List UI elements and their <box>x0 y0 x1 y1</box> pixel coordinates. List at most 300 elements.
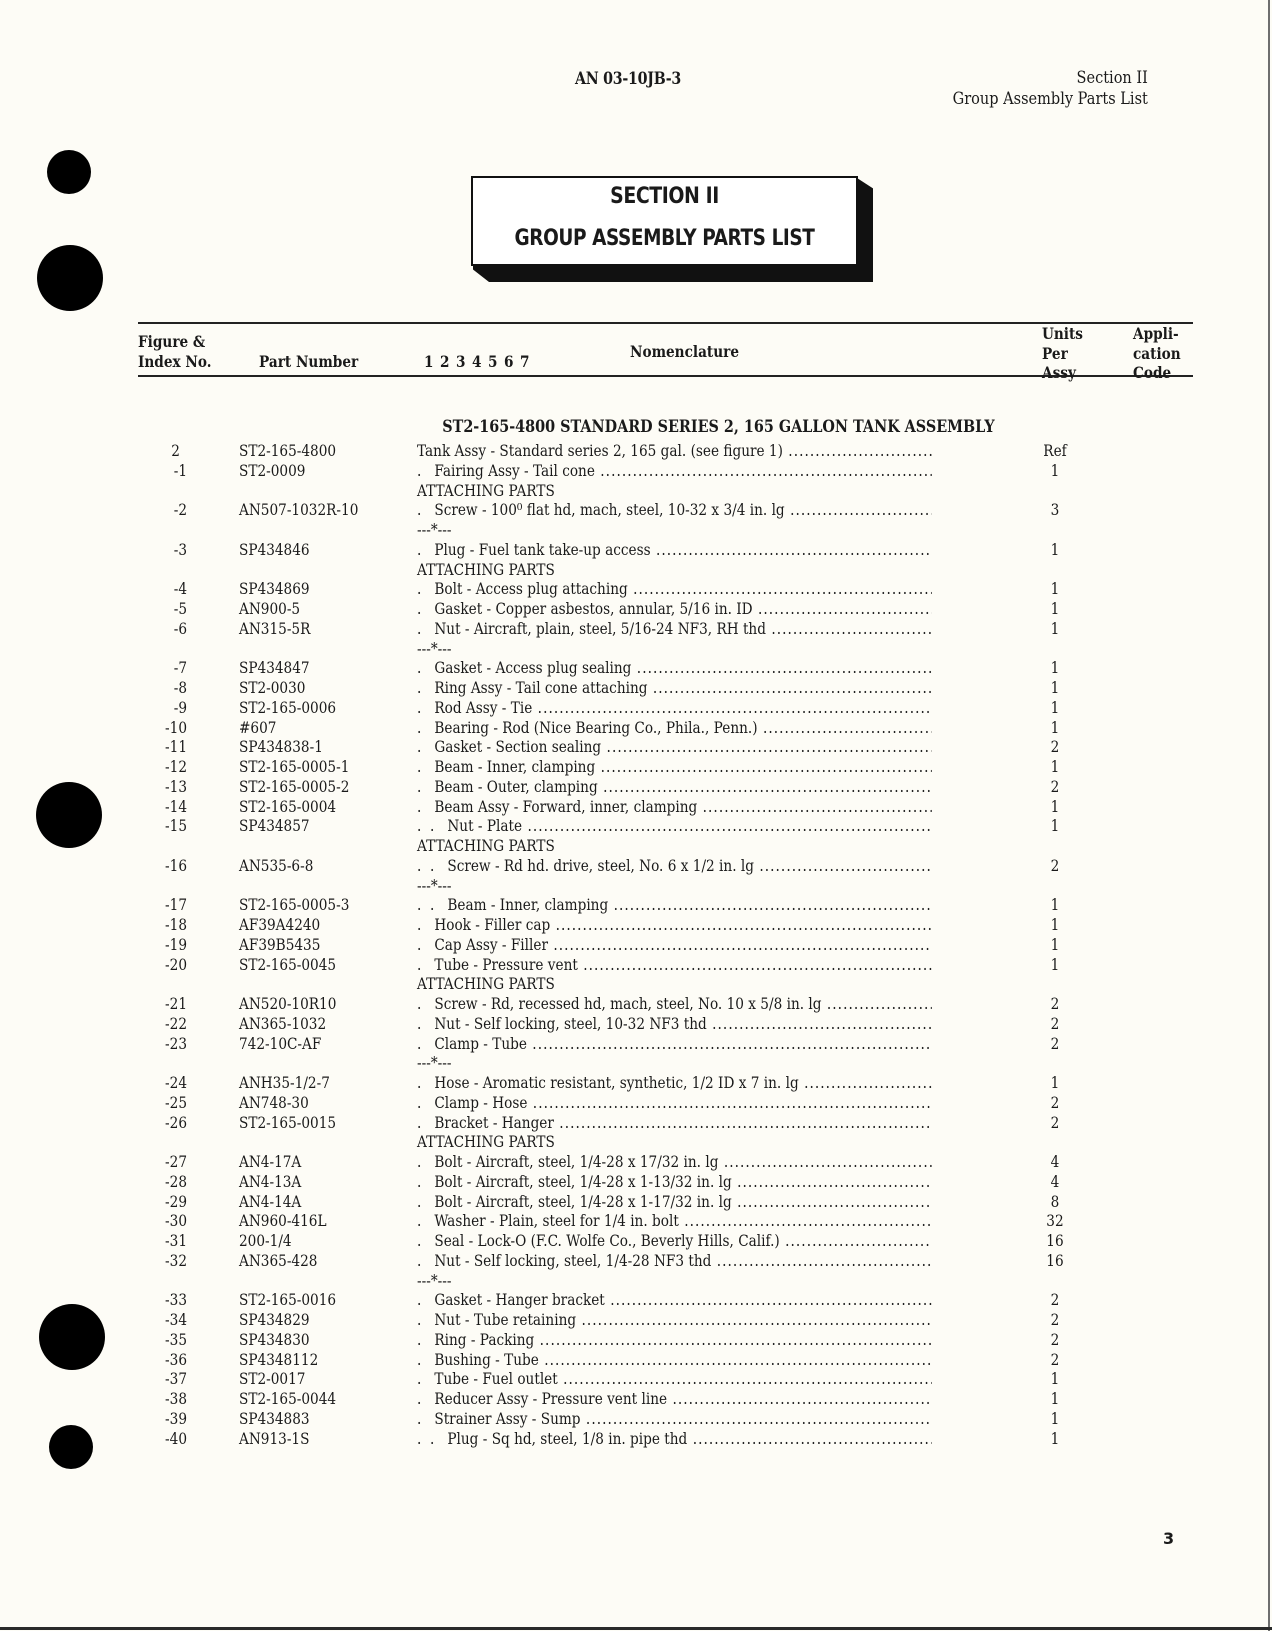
table-row <box>0 1114 1272 1134</box>
attaching-parts-separator <box>0 877 1272 897</box>
part-number: AF39A4240 <box>239 916 321 934</box>
part-number: SP434869 <box>239 580 310 599</box>
nomenclature-text: Clamp - Tube ..... <box>434 1035 931 1053</box>
units-per-assy: 1 <box>1050 758 1060 776</box>
page-number: 3 <box>1163 1529 1175 1548</box>
part-number: SP434883 <box>239 1409 310 1428</box>
units-per-assy: 1 <box>1050 659 1060 678</box>
nomenclature <box>417 857 932 877</box>
attaching-parts-label <box>0 482 1272 502</box>
nomenclature-text: Rod Assy - Tie ..... <box>434 699 931 717</box>
table-row <box>0 1212 1272 1232</box>
indent-dots: . <box>417 1034 435 1053</box>
units-per-assy: 1 <box>1050 1409 1060 1428</box>
figure-index: -13 <box>165 777 187 796</box>
attaching-parts-separator <box>0 1054 1272 1074</box>
figure-index: -11 <box>165 738 187 757</box>
nomenclature <box>417 758 932 778</box>
nomenclature-text: Cap Assy - Filler ..... <box>434 936 931 954</box>
indent-dots: . <box>417 540 435 559</box>
figure-index: -9 <box>173 698 187 717</box>
table-row <box>0 896 1272 916</box>
table-row <box>0 738 1272 758</box>
units-per-assy: 16 <box>1046 1232 1064 1250</box>
nomenclature-text: Beam - Inner, clamping ..... <box>434 758 931 776</box>
nomenclature <box>417 719 932 739</box>
nomenclature-text: Gasket - Hanger bracket ..... <box>434 1291 931 1309</box>
nomenclature-text: Hose - Aromatic resistant, synthetic, 1/2 ID x 7 in. lg ..... <box>434 1074 931 1092</box>
units-per-assy: 1 <box>1050 797 1060 816</box>
part-number: ST2-0009 <box>239 461 306 480</box>
table-row <box>0 1094 1272 1114</box>
section-title-box <box>471 176 858 266</box>
figure-index: -12 <box>165 758 187 776</box>
indent-dots: . <box>417 461 435 480</box>
figure-index: -36 <box>165 1350 187 1369</box>
indent-dots: . <box>417 777 435 796</box>
part-number: AN913-1S <box>239 1429 310 1448</box>
nomenclature-text: Bearing - Rod (Nice Bearing Co., Phila., Penn.) ..... <box>434 719 931 737</box>
units-per-assy: 1 <box>1050 580 1060 599</box>
indent-dots: . <box>417 1153 435 1171</box>
separator-text: ---*--- <box>417 639 452 658</box>
units-per-assy: 2 <box>1050 1113 1060 1132</box>
figure-index: -32 <box>165 1251 187 1270</box>
figure-index: -10 <box>165 718 187 737</box>
table-row <box>0 1015 1272 1035</box>
part-number: ST2-165-0005-3 <box>239 896 350 915</box>
section-ref-line2: Group Assembly Parts List <box>952 89 1148 108</box>
indent-dots: . <box>417 1014 435 1033</box>
figure-index: -19 <box>165 935 187 954</box>
units-per-assy: 1 <box>1050 600 1060 618</box>
nomenclature <box>417 1311 932 1331</box>
indent-dots: . . <box>417 896 448 915</box>
nomenclature-text: Beam - Inner, clamping ..... <box>447 896 931 914</box>
part-number: ST2-165-0005-1 <box>239 758 350 776</box>
nomenclature <box>417 896 932 916</box>
indent-dots: . <box>417 1093 435 1112</box>
nomenclature <box>417 817 932 837</box>
nomenclature <box>417 620 932 640</box>
units-per-assy: 2 <box>1050 1093 1060 1112</box>
nomenclature <box>417 699 932 719</box>
table-row <box>0 758 1272 778</box>
nomenclature <box>417 1351 932 1371</box>
table-row <box>0 1173 1272 1193</box>
part-number: ST2-165-0016 <box>239 1291 337 1310</box>
col-header-units-per-assy: Units Per Assy <box>1042 324 1083 382</box>
indent-dots: . <box>417 501 435 520</box>
page-edge <box>0 1627 1272 1630</box>
nomenclature <box>417 1153 932 1173</box>
figure-index: -30 <box>165 1212 187 1231</box>
nomenclature <box>417 1370 932 1390</box>
part-number: AN4-17A <box>239 1153 302 1171</box>
table-row <box>0 1331 1272 1351</box>
part-number: ST2-0017 <box>239 1370 306 1389</box>
figure-index: -25 <box>165 1093 187 1112</box>
nomenclature-text: Bushing - Tube ..... <box>434 1351 931 1369</box>
units-per-assy: 1 <box>1050 955 1060 974</box>
part-number: AN4-14A <box>239 1192 302 1211</box>
table-row <box>0 1232 1272 1252</box>
nomenclature-text: Fairing Assy - Tail cone ..... <box>434 462 931 480</box>
units-per-assy: 16 <box>1046 1251 1064 1270</box>
units-per-assy: 2 <box>1050 1014 1060 1033</box>
figure-index: -28 <box>165 1172 187 1191</box>
part-number: AN507-1032R-10 <box>239 501 359 520</box>
table-row <box>0 659 1272 679</box>
table-row <box>0 679 1272 699</box>
part-number: SP434830 <box>239 1330 310 1349</box>
part-number: AN4-13A <box>239 1172 302 1191</box>
table-row <box>0 1291 1272 1311</box>
nomenclature <box>417 1015 932 1035</box>
units-per-assy: 1 <box>1050 1429 1060 1448</box>
binding-hole <box>37 245 103 311</box>
units-per-assy: 4 <box>1050 1172 1060 1191</box>
nomenclature <box>417 738 932 758</box>
nomenclature <box>417 936 932 956</box>
figure-index: -24 <box>165 1074 187 1092</box>
col-header-application-code: Appli- cation Code <box>1133 324 1181 382</box>
indent-dots: . <box>417 1390 435 1408</box>
nomenclature <box>417 1232 932 1252</box>
table-row <box>0 1193 1272 1213</box>
part-number: ST2-0030 <box>239 679 306 697</box>
indent-dots: . <box>417 1370 435 1389</box>
units-per-assy: 2 <box>1050 1311 1060 1329</box>
nomenclature <box>417 1035 932 1055</box>
table-row <box>0 580 1272 600</box>
part-number: ST2-165-0004 <box>239 797 337 816</box>
units-per-assy: 2 <box>1050 1291 1060 1310</box>
nomenclature-text: Gasket - Copper asbestos, annular, 5/16 in. ID ..... <box>434 600 931 618</box>
indent-dots: . <box>417 1232 435 1250</box>
table-row <box>0 956 1272 976</box>
nomenclature <box>417 798 932 818</box>
figure-index: -22 <box>165 1014 187 1033</box>
nomenclature-text: Bolt - Aircraft, steel, 1/4-28 x 1-13/32 in. lg ..... <box>434 1173 931 1191</box>
part-number: ST2-165-4800 <box>239 442 337 460</box>
figure-index: -14 <box>165 797 187 816</box>
part-number: ANH35-1/2-7 <box>239 1074 330 1092</box>
units-per-assy: 2 <box>1050 1330 1060 1349</box>
table-row <box>0 995 1272 1015</box>
units-per-assy: Ref <box>1043 442 1067 460</box>
nomenclature-text: Nut - Tube retaining ..... <box>434 1311 931 1329</box>
table-row <box>0 1430 1272 1450</box>
table-row <box>0 541 1272 561</box>
nomenclature <box>417 1074 932 1094</box>
figure-index: -33 <box>165 1291 187 1310</box>
part-number: AN315-5R <box>239 619 311 638</box>
figure-index: -23 <box>165 1034 187 1053</box>
indent-dots: . <box>417 1350 435 1369</box>
part-number: ST2-165-0045 <box>239 955 337 974</box>
units-per-assy: 8 <box>1050 1192 1060 1211</box>
table-row <box>0 778 1272 798</box>
table-row <box>0 1311 1272 1331</box>
nomenclature <box>417 1173 932 1193</box>
assembly-title: ST2-165-4800 STANDARD SERIES 2, 165 GALLON TANK ASSEMBLY <box>442 417 995 436</box>
separator-text: ---*--- <box>417 1054 452 1073</box>
part-number: ST2-165-0015 <box>239 1113 337 1132</box>
nomenclature-text: Gasket - Access plug sealing ..... <box>434 659 931 677</box>
table-row <box>0 699 1272 719</box>
nomenclature-text: Bolt - Access plug attaching ..... <box>434 580 931 598</box>
indent-dots: . <box>417 718 435 737</box>
indent-dots: . <box>417 600 435 618</box>
units-per-assy: 3 <box>1050 501 1060 520</box>
units-per-assy: 2 <box>1050 856 1060 875</box>
part-number: SP434847 <box>239 659 310 678</box>
indent-dots: . <box>417 1212 435 1231</box>
attaching-parts-text: ATTACHING PARTS <box>417 481 555 500</box>
part-number: SP4348112 <box>239 1350 319 1369</box>
nomenclature-text: Nut - Plate ..... <box>447 817 931 835</box>
figure-index: -29 <box>165 1192 187 1211</box>
nomenclature-text: Beam Assy - Forward, inner, clamping ..... <box>434 798 931 816</box>
indent-dots: . <box>417 1113 435 1132</box>
nomenclature-text: Ring - Packing ..... <box>434 1331 931 1349</box>
figure-index: -4 <box>173 580 187 599</box>
col-header-figure-index: Figure & Index No. <box>138 332 212 371</box>
units-per-assy: 1 <box>1050 1390 1060 1408</box>
indent-dots: . . <box>417 856 448 875</box>
table-row <box>0 1035 1272 1055</box>
units-per-assy: 2 <box>1050 1034 1060 1053</box>
nomenclature <box>417 541 932 561</box>
nomenclature-text: Nut - Self locking, steel, 10-32 NF3 thd ..... <box>434 1015 931 1033</box>
part-number: SP434829 <box>239 1311 310 1329</box>
nomenclature-text: Bolt - Aircraft, steel, 1/4-28 x 17/32 in. lg ..... <box>434 1153 931 1171</box>
figure-index: -1 <box>173 461 187 480</box>
nomenclature-text: Screw - Rd hd. drive, steel, No. 6 x 1/2 in. lg ..... <box>447 857 931 875</box>
nomenclature-text: Nut - Aircraft, plain, steel, 5/16-24 NF3, RH thd ..... <box>434 620 931 638</box>
indent-dots: . <box>417 1192 435 1211</box>
part-number: #607 <box>239 718 277 737</box>
part-number: AN535-6-8 <box>239 856 314 875</box>
figure-index: -31 <box>165 1232 187 1250</box>
part-number: 200-1/4 <box>239 1232 292 1250</box>
units-per-assy: 1 <box>1050 916 1060 934</box>
nomenclature <box>417 916 932 936</box>
nomenclature-text: Seal - Lock-O (F.C. Wolfe Co., Beverly Hills, Calif.) ..... <box>434 1232 931 1250</box>
attaching-parts-separator <box>0 640 1272 660</box>
indent-dots: . <box>417 916 435 934</box>
figure-index: -7 <box>173 659 187 678</box>
units-per-assy: 32 <box>1046 1212 1064 1231</box>
table-row <box>0 1351 1272 1371</box>
units-per-assy: 1 <box>1050 619 1060 638</box>
attaching-parts-text: ATTACHING PARTS <box>417 1133 555 1152</box>
part-number: SP434846 <box>239 540 310 559</box>
table-row <box>0 462 1272 482</box>
figure-index: -16 <box>165 856 187 875</box>
nomenclature <box>417 462 932 482</box>
indent-dots: . . <box>417 817 448 836</box>
binding-hole <box>47 150 91 194</box>
figure-index: -2 <box>173 501 187 520</box>
part-number: AN900-5 <box>239 600 301 618</box>
units-per-assy: 4 <box>1050 1153 1060 1171</box>
figure-index: -38 <box>165 1390 187 1408</box>
nomenclature-text: Gasket - Section sealing ..... <box>434 738 931 756</box>
indent-dots: . . <box>417 1429 448 1448</box>
units-per-assy: 1 <box>1050 679 1060 697</box>
indent-dots: . <box>417 995 435 1013</box>
indent-dots: . <box>417 758 435 776</box>
indent-dots: . <box>417 1291 435 1310</box>
figure-index: -35 <box>165 1330 187 1349</box>
table-row <box>0 501 1272 521</box>
indent-dots: . <box>417 1330 435 1349</box>
table-row <box>0 600 1272 620</box>
figure-index: -37 <box>165 1370 187 1389</box>
indent-dots: . <box>417 797 435 816</box>
indent-dots: . <box>417 955 435 974</box>
figure-index: -39 <box>165 1409 187 1428</box>
figure-index: -3 <box>173 540 187 559</box>
nomenclature-text: Tube - Fuel outlet ..... <box>434 1370 931 1388</box>
figure-index: -18 <box>165 916 187 934</box>
figure-index: -5 <box>173 600 187 618</box>
indent-dots: . <box>417 1074 435 1092</box>
table-top-rule <box>138 322 1193 324</box>
table-row <box>0 1074 1272 1094</box>
nomenclature-text: Ring Assy - Tail cone attaching ..... <box>434 679 931 697</box>
section-ref-line1: Section II <box>1076 68 1148 87</box>
table-row <box>0 817 1272 837</box>
section-subtitle: GROUP ASSEMBLY PARTS LIST <box>514 226 815 251</box>
table-row <box>0 719 1272 739</box>
table-row <box>0 620 1272 640</box>
table-row <box>0 1390 1272 1410</box>
units-per-assy: 1 <box>1050 817 1060 836</box>
units-per-assy: 2 <box>1050 777 1060 796</box>
indent-dots: . <box>417 619 435 638</box>
part-number: SP434857 <box>239 817 310 836</box>
indent-dots: . <box>417 1172 435 1191</box>
attaching-parts-text: ATTACHING PARTS <box>417 837 555 855</box>
indent-dots: . <box>417 659 435 678</box>
nomenclature <box>417 679 932 699</box>
units-per-assy: 1 <box>1050 718 1060 737</box>
part-number: SP434838-1 <box>239 738 323 757</box>
part-number: ST2-165-0006 <box>239 698 337 717</box>
nomenclature <box>417 1390 932 1410</box>
figure-index: -6 <box>173 619 187 638</box>
part-number: ST2-165-0044 <box>239 1390 337 1408</box>
figure-index: -34 <box>165 1311 187 1329</box>
part-number: AN748-30 <box>239 1093 309 1112</box>
parts-list <box>0 442 1272 1449</box>
nomenclature <box>417 1212 932 1232</box>
table-header-rule <box>138 375 1193 377</box>
units-per-assy: 2 <box>1050 738 1060 757</box>
figure-index: 2 <box>171 442 180 460</box>
units-per-assy: 1 <box>1050 540 1060 559</box>
part-number: AN520-10R10 <box>239 995 337 1013</box>
table-row <box>0 1252 1272 1272</box>
table-row <box>0 442 1272 462</box>
figure-index: -21 <box>165 995 187 1013</box>
attaching-parts-label <box>0 561 1272 581</box>
nomenclature-text: Clamp - Hose ..... <box>434 1094 931 1112</box>
nomenclature <box>417 1252 932 1272</box>
section-title: SECTION II <box>610 184 719 209</box>
part-number: 742-10C-AF <box>239 1034 322 1053</box>
part-number: AN960-416L <box>239 1212 327 1231</box>
col-header-part-number: Part Number <box>259 352 359 371</box>
indent-dots: . <box>417 679 435 697</box>
units-per-assy: 1 <box>1050 461 1060 480</box>
indent-dots: . <box>417 580 435 599</box>
indent-dots: . <box>417 1409 435 1428</box>
units-per-assy: 1 <box>1050 1370 1060 1389</box>
nomenclature-text: Nut - Self locking, steel, 1/4-28 NF3 thd ..... <box>434 1252 931 1270</box>
units-per-assy: 1 <box>1050 896 1060 915</box>
nomenclature-text: Bolt - Aircraft, steel, 1/4-28 x 1-17/32 in. lg ..... <box>434 1193 931 1211</box>
table-row <box>0 1370 1272 1390</box>
separator-text: ---*--- <box>417 521 452 539</box>
units-per-assy: 1 <box>1050 935 1060 954</box>
attaching-parts-label <box>0 837 1272 857</box>
figure-index: -15 <box>165 817 187 836</box>
nomenclature-text: Bracket - Hanger ..... <box>434 1114 931 1132</box>
nomenclature <box>417 1430 932 1450</box>
nomenclature <box>417 442 932 462</box>
nomenclature <box>417 501 932 521</box>
indent-dots: . <box>417 1311 435 1329</box>
table-row <box>0 936 1272 956</box>
nomenclature-text: Tank Assy - Standard series 2, 165 gal. (see figure 1) ..... <box>417 442 932 460</box>
col-header-nomenclature: Nomenclature <box>630 342 740 361</box>
units-per-assy: 1 <box>1050 698 1060 717</box>
nomenclature-text: Beam - Outer, clamping ..... <box>434 778 931 796</box>
attaching-parts-separator <box>0 1272 1272 1292</box>
part-number: AN365-428 <box>239 1251 318 1270</box>
nomenclature-text: Strainer Assy - Sump ..... <box>434 1410 931 1428</box>
table-row <box>0 916 1272 936</box>
col-header-indent-levels: 1 2 3 4 5 6 7 <box>424 352 530 371</box>
attaching-parts-text: ATTACHING PARTS <box>417 975 555 994</box>
indent-dots: . <box>417 738 435 757</box>
attaching-parts-label <box>0 975 1272 995</box>
figure-index: -8 <box>173 679 187 697</box>
figure-index: -26 <box>165 1113 187 1132</box>
separator-text: ---*--- <box>417 876 452 895</box>
figure-index: -40 <box>165 1429 187 1448</box>
nomenclature-text: Hook - Filler cap ..... <box>434 916 931 934</box>
units-per-assy: 2 <box>1050 995 1060 1013</box>
nomenclature-text: Screw - Rd, recessed hd, mach, steel, No. 10 x 5/8 in. lg ..... <box>434 995 931 1013</box>
figure-index: -20 <box>165 955 187 974</box>
nomenclature <box>417 1331 932 1351</box>
nomenclature-text: Washer - Plain, steel for 1/4 in. bolt ..... <box>434 1212 931 1230</box>
table-row <box>0 798 1272 818</box>
nomenclature <box>417 956 932 976</box>
nomenclature <box>417 1094 932 1114</box>
nomenclature-text: Reducer Assy - Pressure vent line ..... <box>434 1390 931 1408</box>
part-number: AF39B5435 <box>239 935 321 954</box>
indent-dots: . <box>417 698 435 717</box>
attaching-parts-text: ATTACHING PARTS <box>417 560 555 579</box>
nomenclature <box>417 580 932 600</box>
nomenclature-text: Plug - Fuel tank take-up access ..... <box>434 541 931 559</box>
